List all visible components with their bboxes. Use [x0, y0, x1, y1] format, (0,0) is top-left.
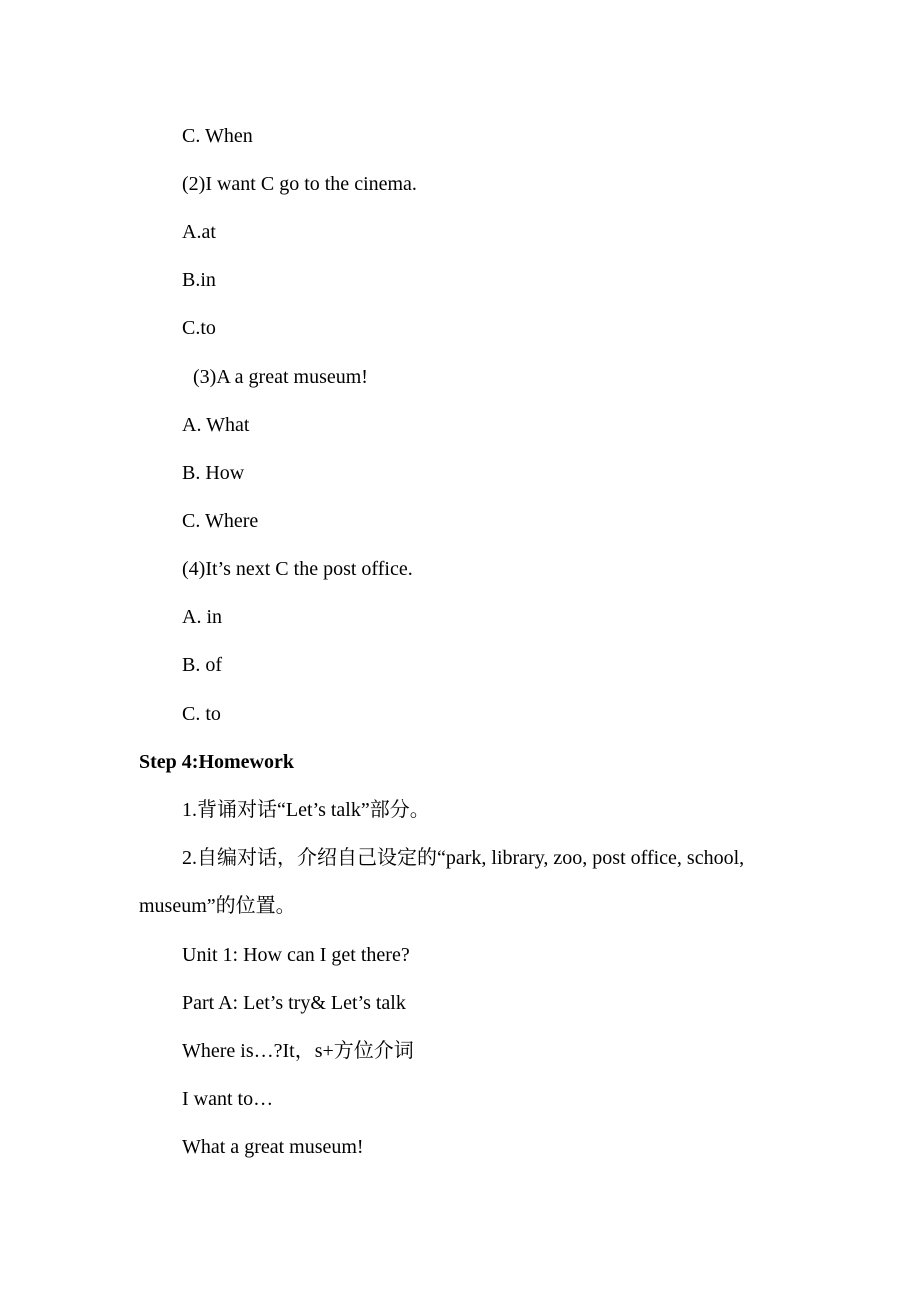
q3-option-a: A. What	[182, 414, 250, 436]
q4-stem: (4)It’s next C the post office.	[182, 558, 413, 580]
board-unit-title: Unit 1: How can I get there?	[182, 944, 410, 966]
q3-option-c: C. Where	[182, 510, 259, 532]
q3-stem: (3)A a great museum!	[193, 366, 368, 388]
board-part-title: Part A: Let’s try& Let’s talk	[182, 992, 406, 1014]
board-line-3: What a great museum!	[182, 1136, 364, 1158]
board-line-1: Where is…?It，s+方位介词	[182, 1040, 414, 1062]
q4-option-b: B. of	[182, 654, 222, 676]
q1-option-c: C. When	[182, 125, 253, 147]
homework-item-2-line-1: 2.自编对话，介绍自己设定的“park, library, zoo, post office, school,	[182, 847, 745, 869]
homework-heading: Step 4:Homework	[139, 751, 294, 773]
q4-option-a: A. in	[182, 606, 222, 628]
q2-option-a: A.at	[182, 221, 216, 243]
homework-item-1: 1.背诵对话“Let’s talk”部分。	[182, 799, 430, 821]
q3-option-b: B. How	[182, 462, 245, 484]
homework-item-2-line-2: museum”的位置。	[139, 895, 296, 917]
q2-stem: (2)I want C go to the cinema.	[182, 173, 417, 195]
board-line-2: I want to…	[182, 1088, 274, 1110]
q4-option-c: C. to	[182, 703, 221, 725]
q2-option-c: C.to	[182, 317, 216, 339]
q2-option-b: B.in	[182, 269, 216, 291]
